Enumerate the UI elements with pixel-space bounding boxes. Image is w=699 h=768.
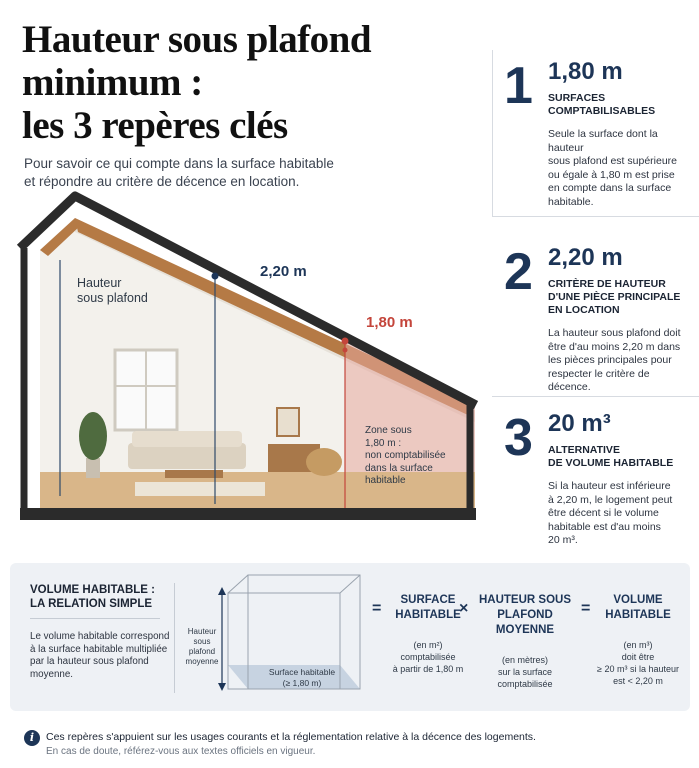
divider xyxy=(492,396,699,397)
panel-title xyxy=(30,583,190,611)
key-heading-line: CRITÈRE DE HAUTEUR xyxy=(548,278,666,290)
key-heading-line: SURFACES xyxy=(548,92,606,104)
box-edge xyxy=(340,575,360,593)
term-sub-line: (en mètres) xyxy=(501,655,548,665)
subtitle-line-2: et répondre au critère de décence en location. xyxy=(24,174,300,189)
key-heading xyxy=(548,278,694,317)
equals-sign: = xyxy=(372,600,382,617)
term-sub-line: (en m³) xyxy=(623,640,653,650)
coffee-table xyxy=(165,470,223,478)
zone-note-line: Zone sous xyxy=(365,425,412,436)
term-title-line: PLAFOND MOYENNE xyxy=(495,609,555,636)
desc-line: être d'au moins 2,20 m dans xyxy=(548,340,681,353)
term-volume xyxy=(590,593,686,687)
desc-line: respecter le critère de décence. xyxy=(548,367,650,393)
term-sub-line: (en m²) xyxy=(413,640,443,650)
box-label-line: Surface habitable xyxy=(268,667,336,677)
key-number: 1 xyxy=(504,57,533,115)
arrow-up-icon xyxy=(218,587,226,595)
panel-title-line: LA RELATION SIMPLE xyxy=(30,598,153,610)
key-heading-line: DE VOLUME HABITABLE xyxy=(548,457,674,469)
term-title-line: VOLUME xyxy=(613,594,663,606)
desc-line: habitable. xyxy=(548,195,594,208)
zone-note-line: habitable xyxy=(365,475,406,486)
volume-panel xyxy=(10,563,690,711)
box-edge xyxy=(228,575,248,593)
zone-note-line: 1,80 m : xyxy=(365,437,402,449)
zone-note-line: non comptabilisée xyxy=(365,450,446,461)
page-title xyxy=(22,18,452,147)
panel-desc-line: à la surface habitable multipliée xyxy=(30,643,168,655)
panel-desc-line: Le volume habitable correspond xyxy=(30,631,170,642)
desc-line: 20 m³. xyxy=(548,534,578,546)
box-label-line: (≥ 1,80 m) xyxy=(282,678,322,688)
divider xyxy=(174,583,175,693)
label-180: 1,80 m xyxy=(366,314,413,331)
key-value: 20 m³ xyxy=(548,410,611,437)
rattan-chair xyxy=(306,448,342,476)
desc-line: La hauteur sous plafond doit xyxy=(548,327,681,339)
box-label-line: moyenne xyxy=(185,657,219,666)
term-height xyxy=(470,593,580,690)
key-number: 2 xyxy=(504,243,533,301)
footnote-line-1: Ces repères s'appuient sur les usages courants et la réglementation relative à la décence des logements. xyxy=(46,731,536,743)
key-value: 1,80 m xyxy=(548,58,623,85)
term-sub-line: ≥ 20 m³ si la hauteur xyxy=(597,664,679,674)
term-surface xyxy=(388,593,468,675)
marker-220 xyxy=(212,273,219,280)
footnote-line-2: En cas de doute, référez-vous aux textes officiels en vigueur. xyxy=(46,746,316,757)
wall-picture xyxy=(277,408,299,436)
label-220: 2,20 m xyxy=(260,263,307,280)
desc-line: habitable est d'au moins xyxy=(548,520,661,533)
term-sub-line: à partir de 1,80 m xyxy=(392,664,464,674)
key-heading-line: COMPTABILISABLES xyxy=(548,105,656,117)
height-label xyxy=(77,276,148,306)
info-icon: i xyxy=(24,730,40,746)
term-title-line: SURFACE xyxy=(400,594,456,606)
desc-line: être décent si le volume xyxy=(548,507,659,519)
key-heading xyxy=(548,92,694,118)
term-sub-line: est < 2,20 m xyxy=(613,676,663,686)
arrow-down-icon xyxy=(218,683,226,691)
marker-180 xyxy=(342,338,349,345)
panel-title-line: VOLUME HABITABLE : xyxy=(30,584,156,596)
term-sub-line: comptabilisée xyxy=(497,679,553,689)
title-line-1: Hauteur sous plafond xyxy=(22,18,372,61)
key-heading xyxy=(548,444,694,470)
plant-pot xyxy=(86,458,100,478)
zone-note-line: dans la surface xyxy=(365,462,433,474)
key-heading-line: EN LOCATION xyxy=(548,304,620,316)
term-sub-line: sur la surface xyxy=(497,667,553,677)
attic-room-diagram xyxy=(0,190,490,530)
times-sign: × xyxy=(459,600,469,617)
desc-line: sous plafond est supérieure xyxy=(548,155,677,167)
key-value: 2,20 m xyxy=(548,244,623,271)
term-title-line: HABITABLE xyxy=(605,609,671,621)
sofa-back xyxy=(132,431,242,447)
key-heading-line: ALTERNATIVE xyxy=(548,444,620,456)
box-label-line: Hauteur xyxy=(187,627,217,636)
divider xyxy=(492,50,493,216)
term-sub-line: comptabilisée xyxy=(400,652,456,662)
desc-line: les pièces principales pour xyxy=(548,354,672,366)
height-label-line: Hauteur xyxy=(77,276,122,290)
desc-line: à 2,20 m, le logement peut xyxy=(548,493,673,506)
key-description xyxy=(548,327,694,395)
desc-line: en compte dans la surface xyxy=(548,182,672,194)
panel-description xyxy=(30,631,180,681)
divider xyxy=(492,216,699,217)
zone-note xyxy=(365,425,446,488)
key-description xyxy=(548,128,694,209)
equals-sign: = xyxy=(581,600,591,617)
desc-line: Si la hauteur est inférieure xyxy=(548,480,671,492)
key-heading-line: D'UNE PIÈCE PRINCIPALE xyxy=(548,291,681,303)
divider xyxy=(30,618,160,619)
box-label-line: sous plafond xyxy=(188,637,216,656)
panel-desc-line: moyenne. xyxy=(30,668,74,680)
desc-line: Seule la surface dont la hauteur xyxy=(548,128,658,154)
plant xyxy=(79,412,107,460)
floor-slab xyxy=(20,508,476,520)
title-line-2: minimum : xyxy=(22,61,203,104)
term-title-line: HABITABLE xyxy=(395,609,461,621)
box-surface-label xyxy=(242,667,362,689)
page-subtitle xyxy=(24,155,384,191)
key-number: 3 xyxy=(504,409,533,467)
title-line-3: les 3 repères clés xyxy=(22,104,288,147)
term-title-line: HAUTEUR SOUS xyxy=(478,594,571,606)
desc-line: ou égale à 1,80 m est prise xyxy=(548,168,675,181)
panel-desc-line: par la hauteur sous plafond xyxy=(30,656,149,667)
box-height-label xyxy=(180,627,224,667)
key-description xyxy=(548,480,694,548)
subtitle-line-1: Pour savoir ce qui compte dans la surface habitable xyxy=(24,156,334,171)
rug xyxy=(135,482,265,496)
height-label-line: sous plafond xyxy=(77,291,148,305)
term-sub-line: doit être xyxy=(621,652,655,662)
marker-180-small xyxy=(343,348,348,353)
